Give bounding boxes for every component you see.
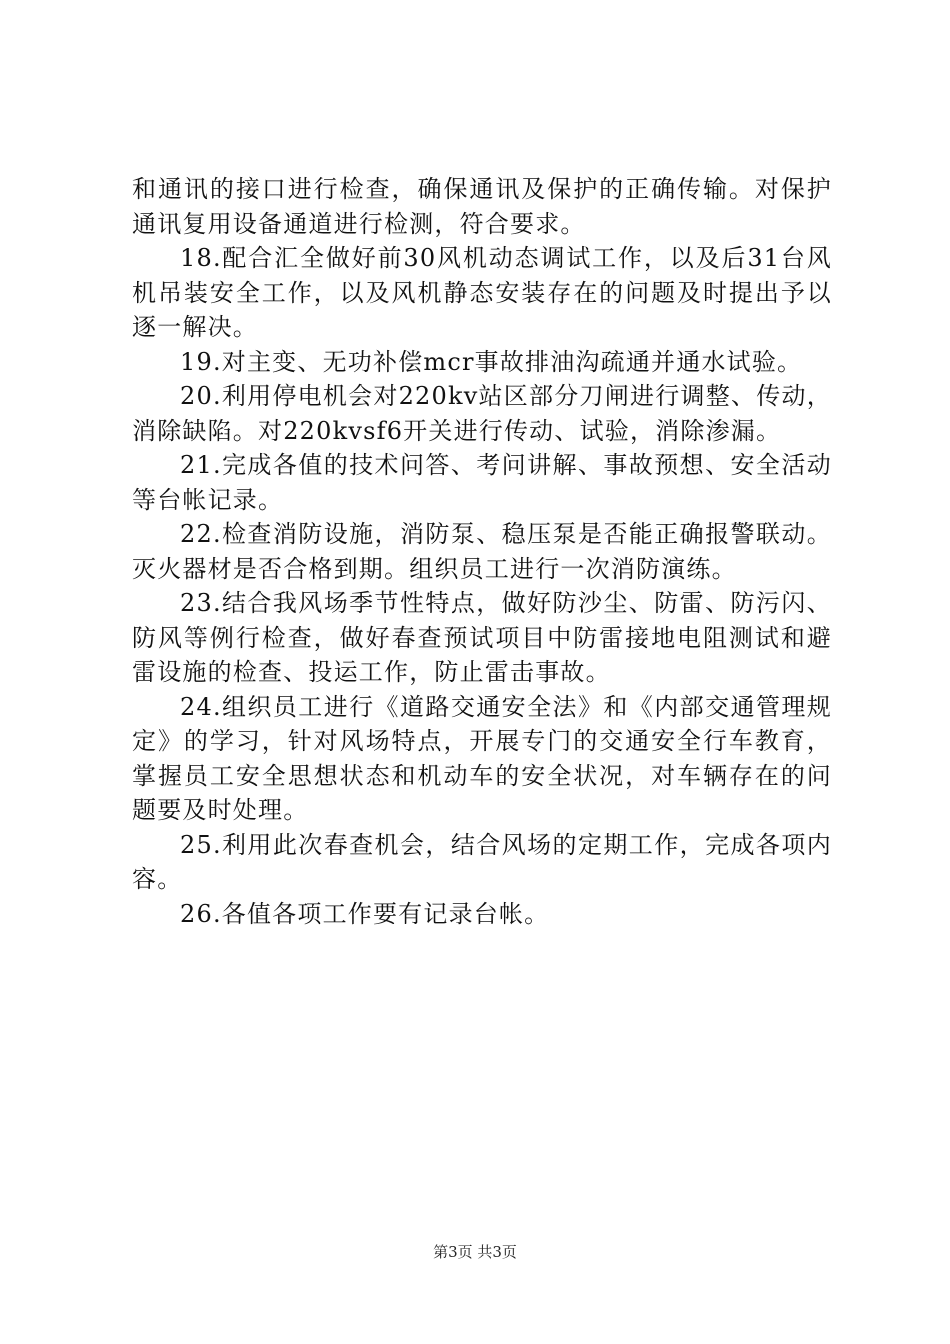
paragraph-item-19: 19.对主变、无功补偿mcr事故排油沟疏通并通水试验。 (180, 347, 803, 376)
paragraph-item-23: 23.结合我风场季节性特点，做好防沙尘、防雷、防污闪、防风等例行检查，做好春查预试项目中防雷接地电阻测试和避雷设施的检查、投运工作，防止雷击事故。 (132, 589, 832, 686)
document-body (132, 172, 832, 931)
paragraph-item-25: 25.利用此次春查机会，结合风场的定期工作，完成各项内容。 (132, 830, 832, 893)
paragraph-item-22: 22.检查消防设施，消防泵、稳压泵是否能正确报警联动。灭火器材是否合格到期。组织员工进行一次消防演练。 (132, 520, 832, 583)
paragraph-item-18: 18.配合汇全做好前30风机动态调试工作，以及后31台风机吊装安全工作，以及风机静态安装存在的问题及时提出予以逐一解决。 (132, 244, 832, 341)
paragraph-item-21: 21.完成各值的技术问答、考问讲解、事故预想、安全活动等台帐记录。 (132, 451, 832, 514)
paragraph-item-26: 26.各值各项工作要有记录台帐。 (180, 899, 550, 928)
paragraph-item-20: 20.利用停电机会对220kv站区部分刀闸进行调整、传动，消除缺陷。对220kvsf6开关进行传动、试验，消除渗漏。 (132, 382, 832, 445)
paragraph-continuation: 和通讯的接口进行检查，确保通讯及保护的正确传输。对保护通讯复用设备通道进行检测，符合要求。 (132, 175, 832, 238)
page-footer: 第3页 共3页 (433, 1243, 517, 1261)
paragraph-item-24: 24.组织员工进行《道路交通安全法》和《内部交通管理规定》的学习，针对风场特点，开展专门的交通安全行车教育，掌握员工安全思想状态和机动车的安全状况，对车辆存在的问题要及时处理。 (132, 692, 832, 824)
